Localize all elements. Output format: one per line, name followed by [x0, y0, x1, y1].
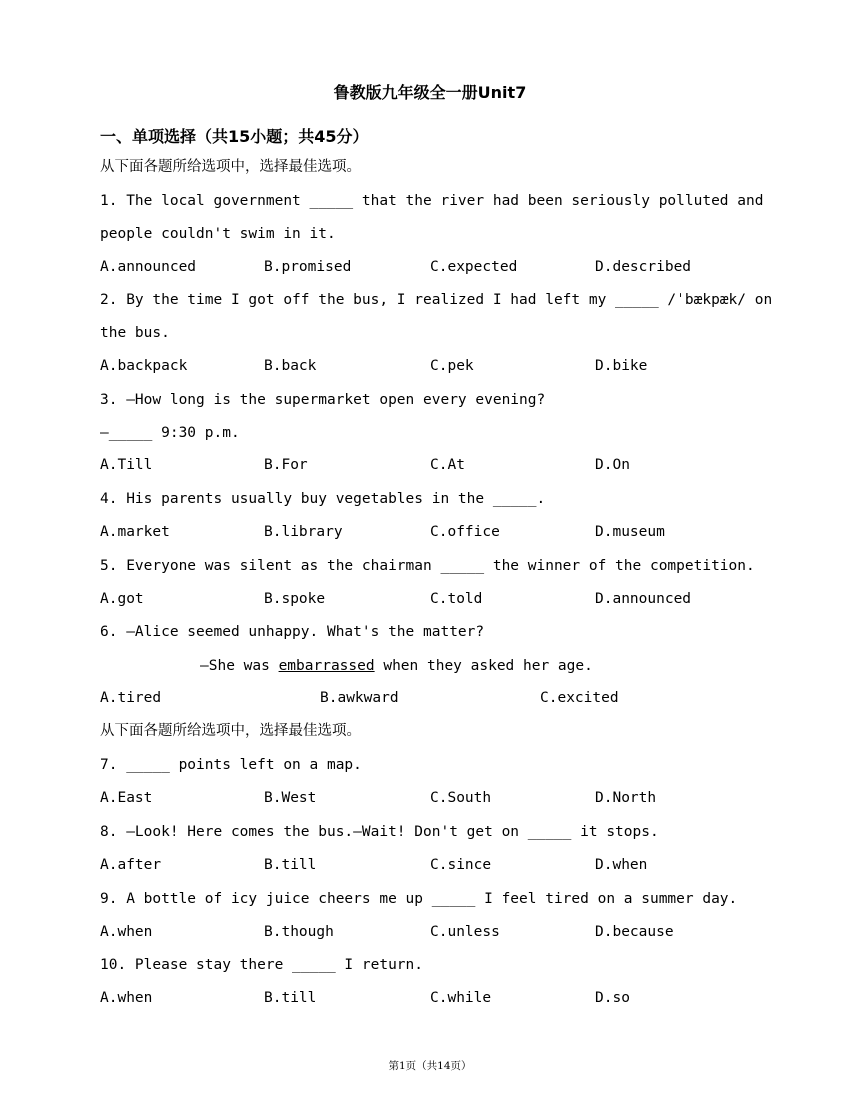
- question-1-option-a: A.announced: [100, 259, 197, 275]
- question-8-option-b: B.till: [264, 857, 317, 873]
- section-heading: 一、单项选择（共15小题；共45分）: [100, 127, 369, 146]
- question-10-stem: 10. Please stay there _____ I return.: [100, 957, 424, 973]
- question-6-response-line: [200, 656, 593, 676]
- question-6-stem: 6. —Alice seemed unhappy. What's the matter?: [100, 624, 485, 640]
- question-9-option-b: B.though: [264, 924, 334, 940]
- question-1-option-b: B.promised: [264, 259, 352, 275]
- question-4-stem: 4. His parents usually buy vegetables in the _____.: [100, 491, 546, 507]
- question-1-stem-cont: people couldn't swim in it.: [100, 226, 336, 242]
- question-8-option-c: C.since: [430, 857, 492, 873]
- question-6-option-a: A.tired: [100, 690, 162, 706]
- question-5-option-a: A.got: [100, 591, 144, 607]
- question-2-stem: 2. By the time I got off the bus, I realized I had left my _____ /ˈbækpæk/ on: [100, 292, 773, 308]
- question-1-option-c: C.expected: [430, 259, 518, 275]
- question-2-option-d: D.bike: [595, 358, 648, 374]
- question-4-option-d: D.museum: [595, 524, 665, 540]
- question-5-option-d: D.announced: [595, 591, 692, 607]
- question-7-option-d: D.North: [595, 790, 657, 806]
- question-7-stem: 7. _____ points left on a map.: [100, 757, 362, 773]
- question-3-stem: 3. —How long is the supermarket open every evening?: [100, 392, 546, 408]
- instruction-text-2: 从下面各题所给选项中，选择最佳选项。: [100, 723, 361, 739]
- question-8-option-d: D.when: [595, 857, 648, 873]
- question-10-option-c: C.while: [430, 990, 492, 1006]
- question-2-stem-cont: the bus.: [100, 325, 170, 341]
- question-7-option-b: B.West: [264, 790, 317, 806]
- question-1-stem: 1. The local government _____ that the river had been seriously polluted and: [100, 193, 764, 209]
- question-9-option-d: D.because: [595, 924, 674, 940]
- question-7-option-a: A.East: [100, 790, 153, 806]
- question-5-stem: 5. Everyone was silent as the chairman _____ the winner of the competition.: [100, 558, 755, 574]
- question-3-option-d: D.On: [595, 457, 630, 473]
- question-6-response-end: when they asked her age.: [374, 658, 593, 674]
- question-6-option-b: B.awkward: [320, 690, 399, 706]
- question-10-option-a: A.when: [100, 990, 153, 1006]
- question-6-option-c: C.excited: [540, 690, 619, 706]
- page-footer: 第1页（共14页）: [388, 1060, 472, 1072]
- question-8-stem: 8. —Look! Here comes the bus.—Wait! Don't get on _____ it stops.: [100, 824, 659, 840]
- question-6-underlined-word: embarrassed: [278, 658, 375, 674]
- question-4-option-c: C.office: [430, 524, 500, 540]
- question-5-option-b: B.spoke: [264, 591, 326, 607]
- question-4-option-a: A.market: [100, 524, 170, 540]
- question-5-option-c: C.told: [430, 591, 483, 607]
- question-8-option-a: A.after: [100, 857, 162, 873]
- question-9-option-a: A.when: [100, 924, 153, 940]
- question-10-option-b: B.till: [264, 990, 317, 1006]
- question-2-option-c: C.pek: [430, 358, 474, 374]
- question-2-option-a: A.backpack: [100, 358, 188, 374]
- question-9-stem: 9. A bottle of icy juice cheers me up _____ I feel tired on a summer day.: [100, 891, 738, 907]
- question-1-option-d: D.described: [595, 259, 692, 275]
- document-title: 鲁教版九年级全一册Unit7: [333, 83, 527, 102]
- instruction-text: 从下面各题所给选项中，选择最佳选项。: [100, 159, 361, 175]
- question-9-option-c: C.unless: [430, 924, 500, 940]
- question-7-option-c: C.South: [430, 790, 492, 806]
- question-4-option-b: B.library: [264, 524, 343, 540]
- question-10-option-d: D.so: [595, 990, 630, 1006]
- question-2-option-b: B.back: [264, 358, 317, 374]
- question-3-option-a: A.Till: [100, 457, 153, 473]
- question-3-option-b: B.For: [264, 457, 308, 473]
- question-6-response-start: —She was: [200, 658, 279, 674]
- question-3-stem-cont: —_____ 9:30 p.m.: [100, 425, 240, 441]
- question-3-option-c: C.At: [430, 457, 465, 473]
